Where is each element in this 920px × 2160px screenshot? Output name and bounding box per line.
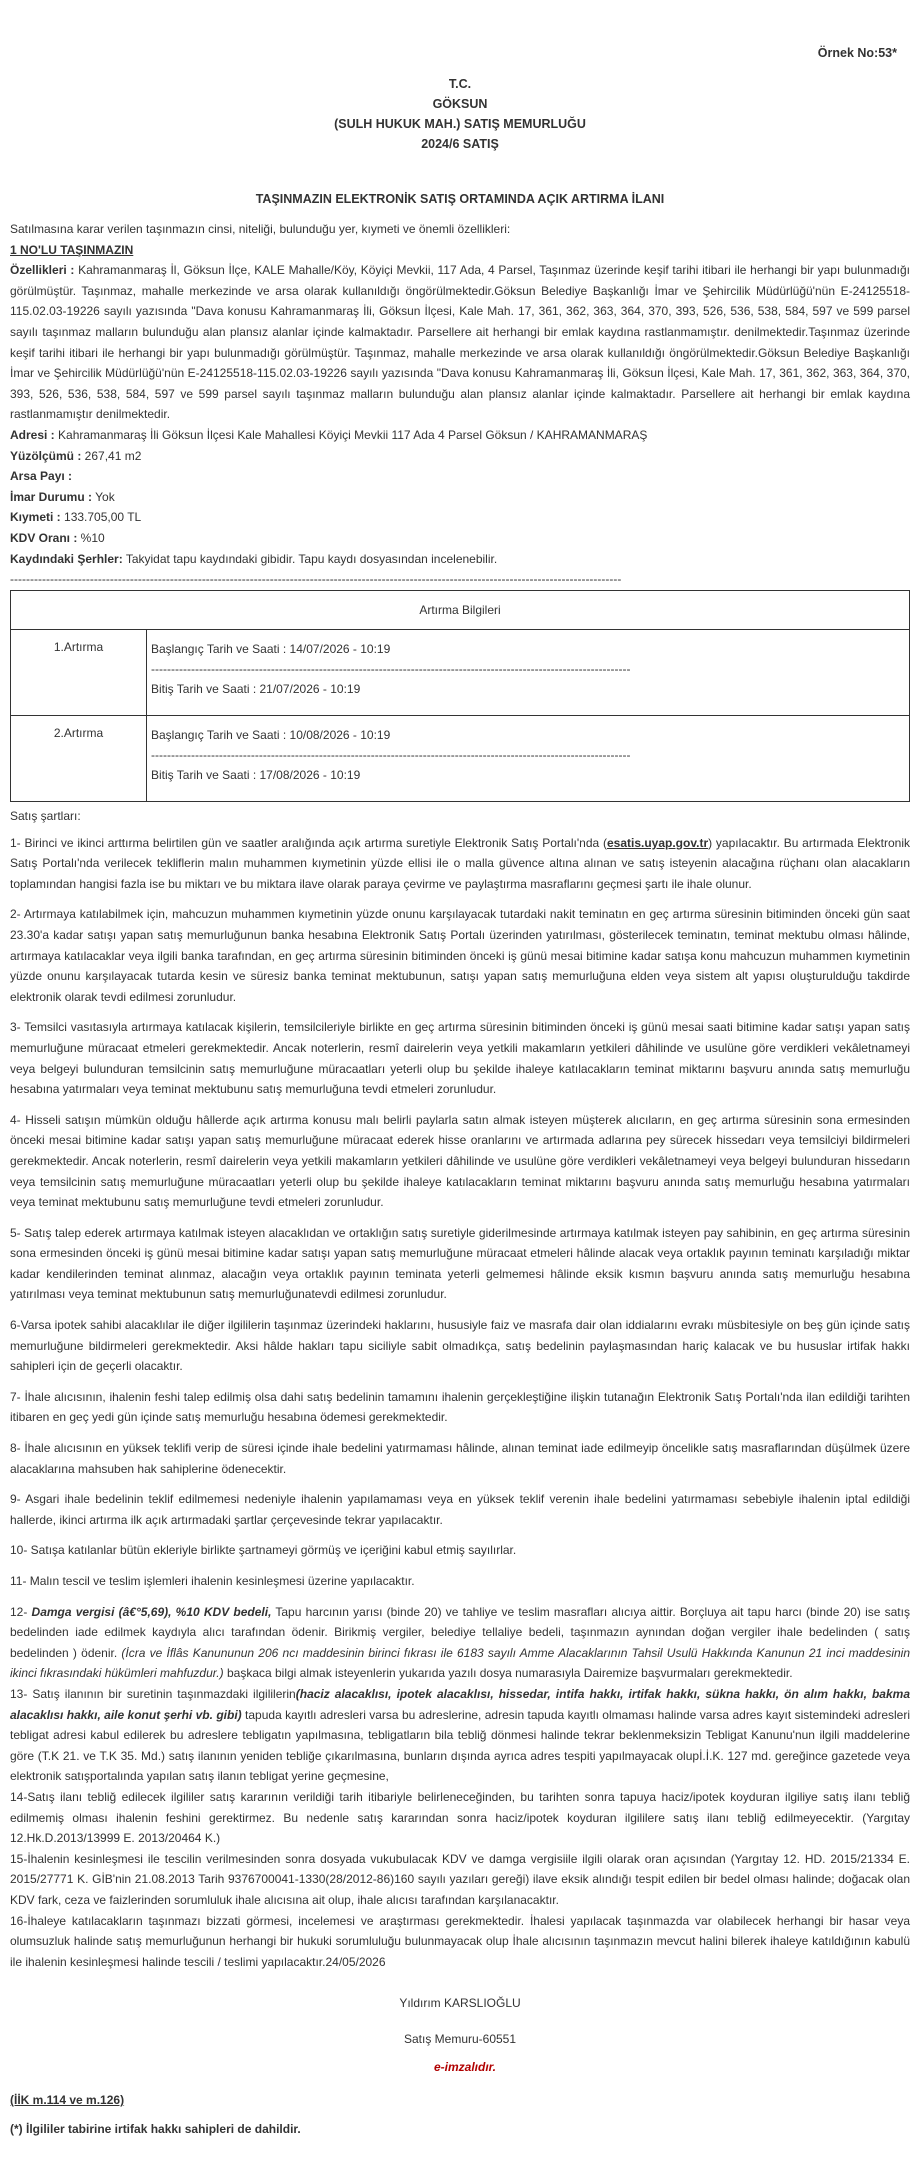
field-land-share: Arsa Payı :	[10, 469, 73, 484]
features-text: Kahramanmaraş İl, Göksun İlçe, KALE Mahalle/Köy, Köyiçi Mevkii, 117 Ada, 4 Parsel, Taşınmaz üzerinde keşif tarihi itibari ile herhangi bir yapı bulunmadığı görülmüştür. Taşınmaz, mahalle merkezinde ve arsa olarak kullanıldığı öngörülmektedir.Göksun Belediye Başkanlığı İmar ve Şehircilik Müdürlüğü'nün E-24125518-115.02.03-19226 sayılı yazısında "Dava konusu Kahramanmaraş İli, Göksun İlçesi, Kale Mah. 17, 361, 362, 363, 364, 370, 393, 526, 536, 538, 584, 597 ve 599 parsel sayılı taşınmaz malların bulunduğu alan plansız alanlar içinde kalmaktadır. Parsellere ait herhangi bir emlak kaydına rastlanmamıştır. denilmektedir.Taşınmaz üzerinde keşif tarihi itibari ile herhangi bir yapı bulunmadığı görülmüştür. Taşınmaz, mahalle merkezinde ve arsa olarak kullanıldığı öngörülmektedir.Göksun Belediye Başkanlığı İmar ve Şehircilik Müdürlüğü'nün E-24125518-115.02.03-19226 sayılı yazısında "Dava konusu Kahramanmaraş İli, Göksun İlçesi, Kale Mah. 17, 361, 362, 363, 364, 370, 393, 526, 536, 538, 584, 597 ve 599 parsel sayılı taşınmaz malların bulunduğu alan plansız alanlar içinde kalmaktadır. Parsellere ait herhangi bir emlak kaydına rastlanmamıştır denilmektedir.	[10, 263, 910, 422]
field-zoning: İmar Durumu : Yok	[10, 489, 115, 504]
condition-9: 9- Asgari ihale bedelinin teklif edilmemesi nedeniyle ihalenin yapılamaması veya en yüksek teklif verenin ihale bedelini yatırmaması sebebiyle ihalenin iptal edildiği hallerde, ikinci artırma ilk açık artırmadaki şartlar çerçevesinde tekrar yapılacaktır.	[10, 1492, 910, 1527]
auction-separator: ------------------------------------------------------------------------------------------------------------------------	[151, 748, 631, 762]
condition-11: 11- Malın tescil ve teslim işlemleri ihalenin kesinleşmesi üzerine yapılacaktır.	[10, 1574, 415, 1588]
features-label: Özellikleri :	[10, 263, 75, 278]
property-details	[10, 219, 910, 590]
condition-5: 5- Satış talep ederek artırmaya katılmak isteyen alacaklıdan ve ortaklığın satış suretiyle giderilmesinde artırmaya katılmak isteyen pay sahibinin, en geç artırma süresinin sona ermesinden önceki iş günü mesai bitimine kadar satışı yapan satış memurluğune müracaat etmeleri hâlinde alacak veya ortaklık payının teminatı karşıladığı miktar kadar kendilerinden teminat alınmaz, alacağın veya ortaklık payının teminata yeterli gelmemesi hâlinde eksik kısmın başvuru anında satış memurluğu hesabına yatırılması veya teminat mektubunun satış memurluğunatevdi edilmesi zorunludur.	[10, 1225, 910, 1302]
field-annotations: Kaydındaki Şerhler: Takyidat tapu kaydındaki gibidir. Tapu kaydı dosyasından incelenebilir.	[10, 551, 498, 566]
auction-end: Bitiş Tarih ve Saati : 17/08/2026 - 10:19	[151, 768, 361, 782]
esatis-link[interactable]: esatis.uyap.gov.tr	[606, 835, 709, 850]
footnote-law-ref: (İİK m.114 ve m.126)	[10, 2093, 125, 2107]
header-line-4: 2024/6 SATIŞ	[421, 137, 499, 151]
field-value: Kıymeti : 133.705,00 TL	[10, 510, 142, 525]
example-number: Örnek No:53*	[817, 46, 897, 60]
auction-row-name: 1.Artırma	[11, 630, 147, 716]
condition-6: 6-Varsa ipotek sahibi alacaklılar ile diğer ilgililerin taşınmaz üzerindeki haklarını, hususiyle faiz ve masrafa dair olan iddialarını evrakı müsbitesiyle on beş gün içinde satış memurluğune bildirmeleri gerekmektedir. Aksi hâlde hakları tapu siciliyle sabit olmadıkça, satış bedelinin paylaşmasından hariç kalacak ve bu hususlar irtifak hakkı sahipleri için de geçerli olacaktır.	[10, 1318, 910, 1374]
signatory-name: Yıldırım KARSLIOĞLU	[399, 1996, 521, 2010]
condition-1: 1- Birinci ve ikinci arttırma belirtilen gün ve saatler aralığında açık artırma suretiyle Elektronik Satış Portalı'nda (esatis.uyap.gov.tr) yapılacaktır. Bu artırmada Elektronik Satış Portalı'nda verilecek tekliflerin malın muhammen kıymetinin yüzde ellisi ile o malla güvence altına alınan ve satış isteyenin alacağına rüçhanı olan alacakların toplamından hangisi fazla ise bu miktarı ve bu miktara ilave olarak paraya çevirme ve paylaştırma masraflarını geçmesi şartı ile ihale olunur.	[10, 835, 910, 891]
condition-14: 14-Satış ilanı tebliğ edilecek ilgililer satış kararının verildiği tarih itibariyle belirleneceğinden, bu tarihten sonra tapuya haciz/ipotek koyduran ilgiliye satış ilanı tebliğ edilmemiş olması ihalenin feshini gerektirmez. Bu nedenle satış kararından sonra haciz/ipotek koyduran ilgililere satış ilanı tebliğ edilmeyecektir. (Yargıtay 12.Hk.D.2013/13999 E. 2013/20464 K.)	[10, 1789, 910, 1846]
condition-10: 10- Satışa katılanlar bütün ekleriyle birlikte şartnameyi görmüş ve içeriğini kabul etmiş sayılırlar.	[10, 1543, 517, 1558]
auction-row-name: 2.Artırma	[11, 716, 147, 802]
condition-15: 15-İhalenin kesinleşmesi ile tescilin verilmesinden sonra dosyada vukubulacak KDV ve damga vergisiile ilgili olarak oran açısından (Yargıtay 12. HD. 2015/21334 E. 2015/27771 K. GİB'nin 21.08.2013 Tarih 9376700041-1330(28/2012-86)160 sayılı yazıları gereği) ilave eksik alındığı tespit edilen bir bedel olması halinde; doğacak olan KDV fark, ceza ve faizlerinden sorumluluk ihale alıcısına ait olup, ihale alıcısı tarafından karşılanacaktır.	[10, 1851, 910, 1907]
header-line-1: T.C.	[448, 77, 472, 91]
header-line-2: GÖKSUN	[432, 97, 488, 111]
auction-end: Bitiş Tarih ve Saati : 21/07/2026 - 10:19	[151, 682, 361, 696]
condition-16: 16-İhaleye katılacakların taşınmazı bizzati görmesi, incelemesi ve araştırması gerekmektedir. İhalesi yapılacak taşınmazda var olabilecek herhangi bir hasar veya olumsuzluk halinde satış memurluğunun herhangi bir hukuki sorumluluğu bulunmayacak olup İhale alıcısının taşınmazın mevcut halini bilerek ihaleye katıldığının kabulü ile ihalenin kesinleşmesi halinde tescili / teslimi yapılacaktır.24/05/2026	[10, 1913, 910, 1969]
intro-text: Satılmasına karar verilen taşınmazın cinsi, niteliği, bulunduğu yer, kıymeti ve önemli özellikleri:	[10, 222, 511, 236]
field-area: Yüzölçümü : 267,41 m2	[10, 448, 142, 463]
condition-12: 12- Damga vergisi (â€°5,69), %10 KDV bedeli, Tapu harcının yarısı (binde 20) ve tahliye ve teslim masrafları alıcıya aittir. Borçluya ait tapu harcı (binde 20) ise satış bedelinden iade edilmek kaydıyla alıcı tarafından ödenir. Birikmiş vergiler, belediye tellaliye bedeli, taşınmazın aynından doğan vergiler ihale bedelinden ( satış bedelinden ) ödenir. (İcra ve İflâs Kanununun 206 ncı maddesinin birinci fıkrası ile 6183 sayılı Amme Alacaklarının Tahsil Usulü Hakkında Kanunun 21 inci maddesinin ikinci fıkrasındaki hükümleri mahfuzdur.) başkaca bilgi almak isteyenlerin yukarıda yazılı dosya numarasıyla Dairemize başvurmaları gerekmektedir.	[10, 1604, 910, 1681]
auction-start: Başlangıç Tarih ve Saati : 10/08/2026 - 10:19	[151, 728, 391, 742]
auction-row	[11, 630, 910, 716]
e-signature-note: e-imzalıdır.	[433, 2060, 497, 2074]
auction-row	[11, 716, 910, 802]
condition-3: 3- Temsilci vasıtasıyla artırmaya katılacak kişilerin, temsilcileriyle birlikte en geç artırma süresinin bitiminden önceki iş günü mesai saati bitimine kadar satışı yapan satış memurluğune müracaat etmeleri gerekmektedir. Ancak noterlerin, resmî dairelerin veya yetkili makamların yetkileri dâhilinde ve usulüne göre verdikleri vekâletnameyi veya belgeyi bulunduran temsilcinin satış memurluğune müracaatları yeterli olup bu şekilde ihaleye katılacakların teminat miktarını başvuru anında satış memurluğu hesabına yatırmaları veya teminat mektubunu satış memurluğuna tevdi etmeleri zorunludur.	[10, 1020, 910, 1097]
condition-8: 8- İhale alıcısının en yüksek teklifi verip de süresi içinde ihale bedelini yatırmaması hâlinde, alınan teminat iade edilmeyip öncelikle satış masraflarından düşülmek üzere alacaklarına mahsuben hak sahiplerine ödenecektir.	[10, 1441, 910, 1476]
conditions-title: Satış şartları:	[10, 809, 81, 823]
header-line-3: (SULH HUKUK MAH.) SATIŞ MEMURLUĞU	[334, 117, 586, 131]
condition-7: 7- İhale alıcısının, ihalenin feshi talep edilmiş olsa dahi satış bedelinin tamamını ihalenin gerçekleştiğine ilişkin tutanağın Elektronik Satış Portalı'nda ilan edildiği tarihten itibaren en geç yedi gün içinde satış memurluğu hesabına ödemesi gerekmektedir.	[10, 1389, 910, 1425]
footnote-stakeholders: (*) İlgililer tabirine irtifak hakkı sahipleri de dahildir.	[10, 2122, 301, 2136]
section-title: 1 NO'LU TAŞINMAZIN	[10, 242, 134, 257]
auction-separator: ------------------------------------------------------------------------------------------------------------------------	[151, 662, 631, 676]
condition-13: 13- Satış ilanının bir suretinin taşınmazdaki ilgililerin(haciz alacaklısı, ipotek alacaklısı, hissedar, intifa hakkı, irtifak hakkı, sükna hakkı, ön alım hakkı, bakma alacaklısı hakkı, aile konut şerhi vb. gibi) tapuda kayıtlı adresleri varsa bu adreslerine, adresin tapuda kayıtlı olmaması halinde varsa adres kayıt sistemindeki adresleri tebligat adresi kabul edilerek bu adreslere tebligatın yapılmasına, tebligatların bila tebliğ dönmesi halinde tekrar beklenmeksizin Tebligat Kanunu'nun ilgili maddelerine göre (T.K 21. ve T.K 35. Md.) satış ilanının yeniden tebliğe çıkarılmasına, bunların dışında ayrıca adres tespiti yapılmayacak olupİ.İ.K. 127 md. gereğince gazetede veya elektronik satışportalında yapılan satış ilanın tebligat yerine geçmesine,	[10, 1686, 910, 1784]
auction-start: Başlangıç Tarih ve Saati : 14/07/2026 - 10:19	[151, 642, 391, 656]
notice-title: TAŞINMAZIN ELEKTRONİK SATIŞ ORTAMINDA AÇIK ARTIRMA İLANI	[255, 192, 665, 206]
field-vat: KDV Oranı : %10	[10, 530, 105, 545]
signatory-title: Satış Memuru-60551	[403, 2032, 517, 2046]
field-address: Adresi : Kahramanmaraş İli Göksun İlçesi Kale Mahallesi Köyiçi Mevkii 117 Ada 4 Parsel Göksun / KAHRAMANMARAŞ	[10, 427, 648, 442]
court-header	[10, 74, 910, 154]
auction-table	[10, 590, 910, 802]
sale-conditions	[10, 806, 910, 1972]
auction-table-header: Artırma Bilgileri	[11, 591, 910, 630]
dash-divider: ---------------------------------------------------------------------------------------------------------------------------------------------------------	[10, 572, 622, 587]
condition-2: 2- Artırmaya katılabilmek için, mahcuzun muhammen kıymetinin yüzde onunu karşılayacak tutardaki nakit teminatın en geç artırma süresinin bitiminden önceki gün saat 23.30'a kadar satışı yapan satış memurluğunun banka hesabına Elektronik Satış Portalı üzerinden yatırılması, gösterilecek teminatın, teminat mektubu olması hâlinde, artırmaya katılacaklar veya ilgili banka tarafından, en geç artırma süresinin bitiminden önceki iş günü mesai bitimine kadar satışa konu mahcuzun muhammen kıymetinin yüzde onunu karşılayacak tutarda kesin ve süresiz banka teminat mektubunun, satışı yapan satış memurluğuna elden veya sistem alt yapısı oluşturulduğu takdirde elektronik olarak tevdi edilmesi zorunludur.	[10, 907, 910, 1004]
features-paragraph	[10, 260, 910, 425]
condition-4: 4- Hisseli satışın mümkün olduğu hâllerde açık artırma konusu malı belirli paylarla satın almak isteyen müşterek alıcıların, en geç artırma süresinin sona ermesinden önceki mesai bitimine kadar satışı yapan satış memurluğune müracaat ederek hisse oranlarını ve artırmada adlarına pey sürecek hissedarı veya temsilciyi bildirmeleri gerekmektedir. Ancak noterlerin, resmî dairelerin veya yetkili makamların yetkileri dâhilinde ve usulüne göre verdikleri vekâletnameyi veya belgeyi bulunduran hissedarın veya temsilcinin satış memurluğune müracaatları yeterli olup bu şekilde ihaleye katılacakların teminat miktarını başvuru anında satış memurluğu hesabına yatırmaları veya teminat mektubunu satış memurluğune tevdi etmeleri zorunludur.	[10, 1112, 910, 1210]
